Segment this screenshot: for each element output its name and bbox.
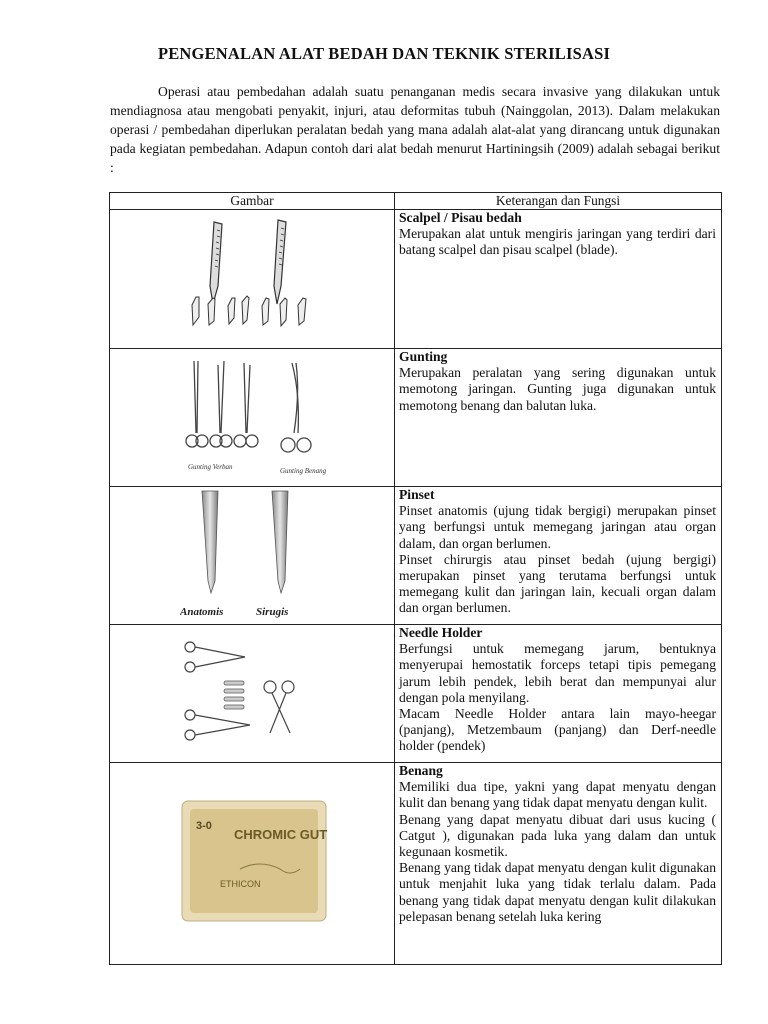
description-cell [395, 349, 722, 487]
table-header-row [110, 193, 722, 210]
instrument-title: Gunting [399, 349, 448, 364]
needle-holder-image [180, 625, 328, 757]
suture-package-image [180, 799, 328, 923]
table-row [110, 210, 722, 349]
instrument-description: Berfungsi untuk memegang jarum, bentuknya menyerupai hemostatik forceps tetapi tipis pemegang jarum lebih pendek, lebih berat dan mempunyai alur dengan pola menyilang. [399, 641, 716, 705]
header-gambar: Gambar [110, 193, 395, 210]
instrument-title: Scalpel / Pisau bedah [399, 210, 522, 225]
table-row [110, 763, 722, 965]
caption-gunting-benang: Gunting Benang [280, 467, 327, 475]
description-cell [395, 487, 722, 625]
description-cell [395, 210, 722, 349]
instrument-description: Memiliki dua tipe, yakni yang dapat menyatu dengan kulit dan benang yang tidak dapat menyatu dengan kulit. [399, 779, 716, 811]
instrument-title: Needle Holder [399, 625, 483, 640]
instrument-description: Benang yang dapat menyatu dibuat dari usus kucing ( Catgut ), digunakan pada luka yang dalam dan untuk kegunaan kosmetik. [399, 811, 716, 860]
page-title: PENGENALAN ALAT BEDAH DAN TEKNIK STERILISASI [157, 44, 611, 63]
table-row [110, 487, 722, 625]
table-row [110, 349, 722, 487]
image-cell [110, 625, 395, 763]
description-cell [395, 763, 722, 965]
intro-text: Operasi atau pembedahan adalah suatu penanganan medis secara invasive yang dilakukan untuk mendiagnosa atau mengobati penyakit, injuri, atau deformitas tubuh (Nainggolan, 2013). Dalam melakukan operasi / pembedahan diperlukan peralatan bedah yang mana adalah alat-alat yang dirancang untuk digunakan pada kegiatan pembedahan. Adapun contoh dari alat bedah menurut Hartiningsih (2009) adalah sebagai berikut : [110, 84, 720, 175]
suture-size-label: 3-0 [196, 820, 212, 832]
description-cell [395, 625, 722, 763]
caption-gunting-verban: Gunting Verban [188, 463, 233, 471]
image-cell [110, 763, 395, 965]
instrument-description: Merupakan alat untuk mengiris jaringan yang terdiri dari batang scalpel dan pisau scalpel (blade). [399, 226, 716, 258]
caption-sirugis: Sirugis [256, 606, 289, 618]
image-cell [110, 210, 395, 349]
instrument-title: Pinset [399, 487, 435, 502]
instrument-description: Merupakan peralatan yang sering digunakan untuk memotong jaringan. Gunting juga digunakan untuk memotong benang dan balutan luka. [399, 365, 716, 413]
intro-paragraph [110, 82, 720, 177]
header-keterangan: Keterangan dan Fungsi [395, 193, 722, 210]
table-row [110, 625, 722, 763]
caption-anatomis: Anatomis [180, 606, 224, 618]
image-cell [110, 349, 395, 487]
instrument-description: Benang yang tidak dapat menyatu dengan kulit digunakan untuk menjahit luka yang tidak terlalu dalam. Pada benang yang tidak dapat menyatu dengan kulit dilakukan pelepasan benang setelah luka kering [399, 860, 716, 924]
instrument-description: Macam Needle Holder antara lain mayo-heegar (panjang), Metzembaum (panjang) dan Derf-needle holder (pendek) [399, 706, 716, 754]
instrument-description: Pinset chirurgis atau pinset bedah (ujung bergigi) merupakan pinset yang terutama berfungsi untuk memegang kulit dan jaringan lain, kecuali organ dalam dan organ berlumen. [399, 551, 716, 616]
suture-maker-label: ETHICON [220, 879, 261, 889]
instrument-description: Pinset anatomis (ujung tidak bergigi) merupakan pinset yang berfungsi untuk memegang jaringan atau organ dalam, dan organ berlumen. [399, 503, 716, 551]
instrument-table [109, 192, 722, 965]
suture-brand-label: CHROMIC GUT [234, 827, 328, 842]
scissors-image [180, 349, 328, 481]
forceps-image [180, 487, 328, 623]
instrument-title: Benang [399, 763, 443, 778]
image-cell [110, 487, 395, 625]
scalpel-image [180, 210, 328, 340]
